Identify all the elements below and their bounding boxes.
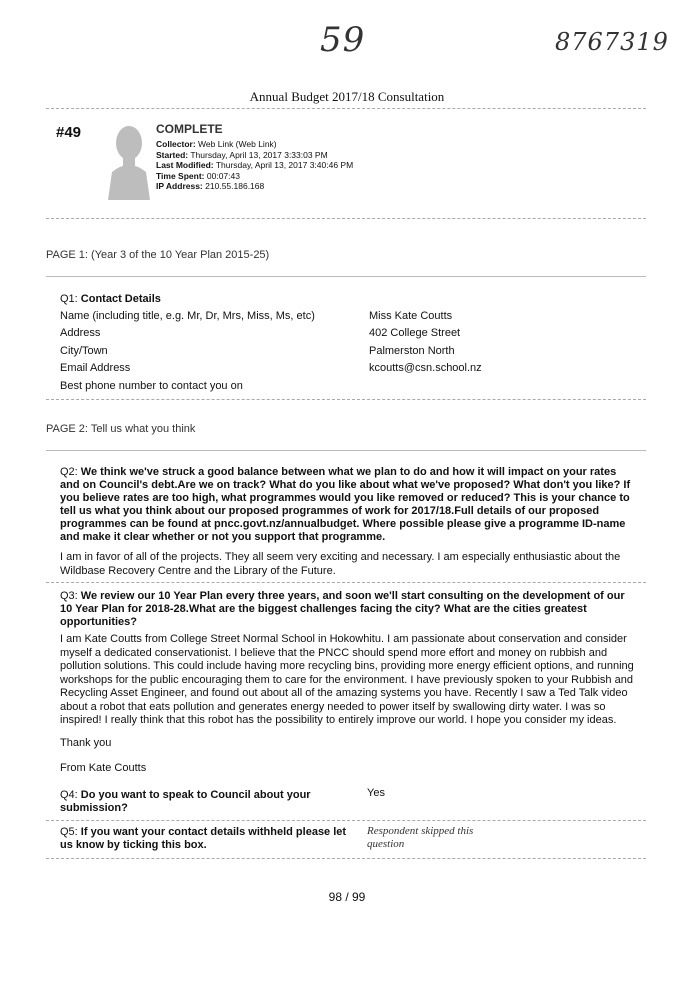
divider	[46, 218, 646, 219]
table-row	[60, 310, 620, 326]
collector-value: Web Link (Web Link)	[198, 139, 277, 149]
page-number: 98 / 99	[328, 890, 366, 904]
divider	[46, 820, 646, 821]
q2-answer: I am in favor of all of the projects. They all seem very exciting and necessary. I am especially enthusiastic about the Wildbase Recovery Centre and the Library of the Future.	[60, 551, 621, 577]
page2-heading: PAGE 2: Tell us what you think	[46, 423, 196, 435]
field-label: Email Address	[60, 362, 131, 374]
started-value: Thursday, April 13, 2017 3:33:03 PM	[190, 149, 328, 160]
handwritten-reference-number: 8767319	[555, 28, 669, 56]
q4-text: Do you want to speak to Council about your submission?	[60, 789, 311, 814]
divider	[46, 582, 646, 583]
modified-label: Last Modified:	[156, 160, 214, 170]
collector-label: Collector:	[156, 139, 196, 149]
table-row	[60, 362, 620, 378]
q2-number: Q2:	[60, 466, 78, 478]
q3-text: We review our 10 Year Plan every three years, and soon we'll start consulting on the development of our 10 Year Plan for 2018-28.What are the biggest challenges facing the city? What are the cities greatest opportunities?	[60, 590, 625, 628]
q4-answer: Yes	[367, 787, 385, 799]
q4-question	[60, 789, 330, 815]
divider	[46, 858, 646, 859]
time-spent-label: Time Spent:	[156, 170, 205, 181]
field-label: Address	[60, 327, 101, 339]
q1-heading	[60, 293, 161, 305]
time-spent-line	[156, 171, 353, 182]
modified-line	[156, 160, 353, 171]
q1-title: Contact Details	[80, 293, 161, 305]
ip-address-line	[156, 181, 353, 192]
divider	[46, 399, 646, 400]
person-silhouette-icon	[108, 122, 150, 200]
field-value: 402 College Street	[369, 327, 461, 339]
q4-number: Q4:	[60, 789, 78, 801]
started-label: Started:	[156, 149, 189, 160]
q2-text: We think we've struck a good balance between what we plan to do and how it will impact on your rates and on Council's debt.Are we on track? What do you like about what we've proposed? What don't you like? If you believe rates are too high, what programmes would you like removed or reduced? This is your chance to tell us what you think about our proposed programmes of work for 2017/18.Full details of our proposed programmes can be found at pncc.govt.nz/annualbudget. Where possible please give a programme ID-name and make it clear whether or not you support that programme.	[60, 466, 631, 543]
q3-question	[60, 590, 638, 629]
q5-answer: Respondent skipped this question	[367, 825, 474, 850]
field-value: Palmerston North	[369, 345, 455, 357]
field-label: City/Town	[60, 345, 108, 357]
q5-text: If you want your contact details withheld please let us know by ticking this box.	[60, 826, 347, 851]
response-metadata	[156, 139, 353, 192]
q3-answer-closing: Thank you	[60, 737, 112, 749]
table-row	[60, 380, 620, 396]
collector-line	[156, 139, 353, 150]
page1-heading: PAGE 1: (Year 3 of the 10 Year Plan 2015-25)	[46, 249, 270, 261]
modified-value: Thursday, April 13, 2017 3:40:46 PM	[215, 160, 354, 170]
table-row	[60, 327, 620, 343]
q5-question	[60, 826, 350, 852]
status-badge: COMPLETE	[156, 122, 223, 136]
table-row	[60, 345, 620, 361]
ip-address-label: IP Address:	[156, 181, 203, 191]
field-value: Miss Kate Coutts	[369, 310, 453, 322]
field-label: Name (including title, e.g. Mr, Dr, Mrs, Miss, Ms, etc)	[60, 310, 315, 322]
q3-number: Q3:	[60, 590, 78, 602]
q5-number: Q5:	[60, 826, 78, 838]
started-line	[156, 150, 353, 161]
divider	[46, 108, 646, 109]
response-number: #49	[56, 124, 82, 141]
field-value: kcoutts@csn.school.nz	[369, 362, 482, 374]
field-label: Best phone number to contact you on	[60, 380, 243, 392]
document-title: Annual Budget 2017/18 Consultation	[249, 89, 445, 104]
q3-answer-paragraph: I am Kate Coutts from College Street Normal School in Hokowhitu. I am passionate about conservation and consider myself a dedicated conservationist. I believe that the PNCC should spend more effort and money on rubbish and pollution solutions. This could include having more recycling bins, providing more energy efficient options, and running workshops for the public encouraging them to care for the environment. I have previously spoken to your Rubbish and Recycling Asset Engineer, and found out about all of the amazing systems you have. Recently I saw a Ted Talk video about a robot that eats pollution and generates energy needed to power itself by swallowing dirty water. I was so inspired! I really think that this robot has the possibility to entirely improve our world. I hope you consider my ideas.	[60, 633, 634, 726]
divider	[46, 450, 646, 451]
time-spent-value: 00:07:43	[206, 170, 240, 181]
q1-number: Q1:	[60, 293, 78, 305]
handwritten-page-mark: 59	[320, 20, 366, 60]
q2-question	[60, 466, 638, 544]
divider	[46, 276, 646, 277]
avatar	[108, 122, 150, 200]
ip-address-value: 210.55.186.168	[205, 181, 265, 191]
q3-answer-signature: From Kate Coutts	[60, 762, 147, 774]
